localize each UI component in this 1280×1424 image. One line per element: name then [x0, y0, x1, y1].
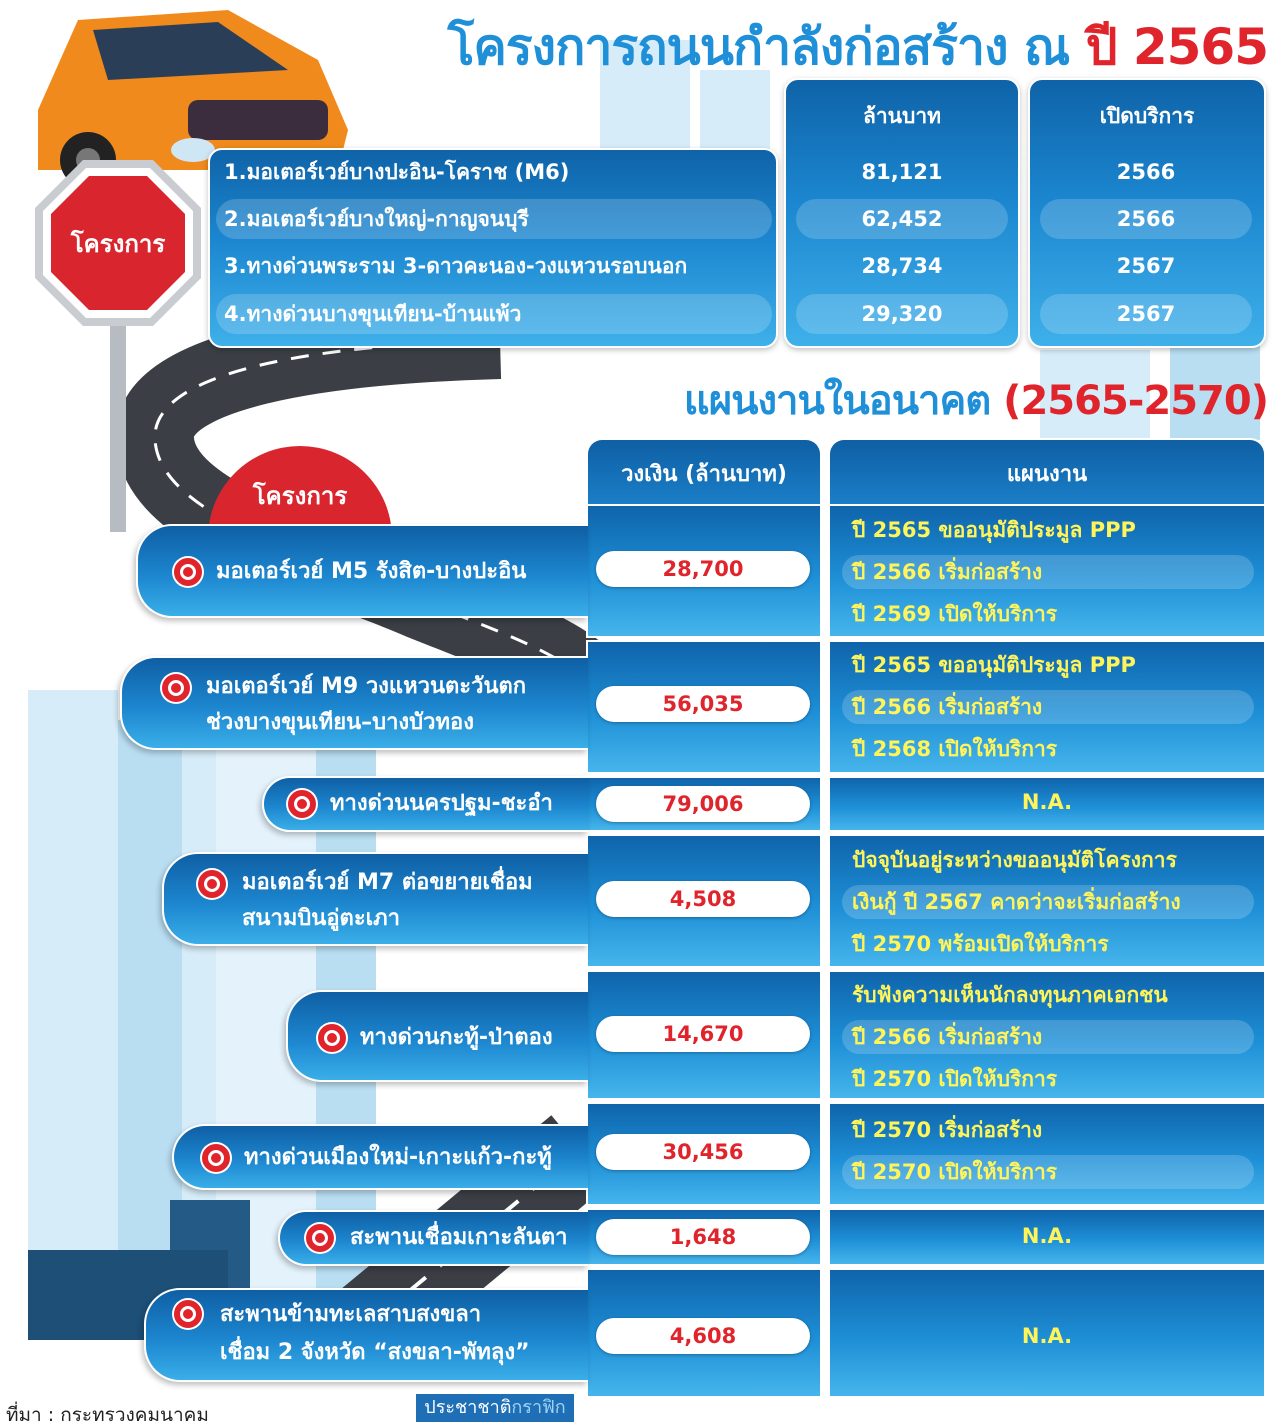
project-name: สะพานเชื่อมเกาะลันตา: [350, 1225, 568, 1250]
current-row-open: 2566: [1116, 160, 1176, 184]
current-row-budget: 62,452: [796, 199, 1008, 239]
project-name-line2: เชื่อม 2 จังหวัด “สงขลา-พัทลุง”: [220, 1340, 530, 1365]
project-name-line2: สนามบินอู่ตะเภา: [242, 906, 401, 931]
page-title: [318, 8, 1268, 87]
plan-item: ปี 2568 เปิดให้บริการ: [852, 737, 1058, 761]
plan-item: ปี 2565 ขออนุมัติประมูล PPP: [852, 653, 1136, 677]
current-row-name: 2.มอเตอร์เวย์บางใหญ่-กาญจนบุรี: [216, 199, 772, 239]
project-budget: 4,608: [596, 1318, 810, 1354]
project-name: สะพานข้ามทะเลสาบสงขลา: [220, 1302, 482, 1327]
plan-item: ปัจจุบันอยู่ระหว่างขออนุมัติโครงการ: [852, 848, 1177, 872]
project-name: ทางด่วนกะทู้-ป่าตอง: [360, 1025, 553, 1050]
plan-na: N.A.: [1021, 1324, 1073, 1348]
bullet-icon: [306, 1224, 334, 1252]
project-name: มอเตอร์เวย์ M7 ต่อขยายเชื่อม: [242, 870, 533, 895]
future-title-text: แผนงานในอนาคต: [683, 378, 1004, 424]
current-row-open: 2567: [1116, 254, 1176, 278]
plan-item: ปี 2569 เปิดให้บริการ: [852, 602, 1058, 626]
plan-column-header: แผนงาน: [828, 438, 1266, 506]
project-name: มอเตอร์เวย์ M9 วงแหวนตะวันตก: [206, 674, 527, 699]
plan-item: รับฟังความเห็นนักลงทุนภาคเอกชน: [852, 983, 1168, 1007]
future-project-muangmai-kokaew-kathu: [172, 1124, 588, 1190]
current-row-budget: 28,734: [861, 254, 943, 278]
current-row-name: 1.มอเตอร์เวย์บางปะอิน-โคราช (M6): [224, 160, 570, 184]
project-name: มอเตอร์เวย์ M5 รังสิต-บางปะอิน: [216, 559, 527, 584]
future-title: [596, 368, 1268, 432]
current-row-name: 4.ทางด่วนบางขุนเทียน-บ้านแพ้ว: [216, 294, 772, 334]
current-open-header: เปิดบริการ: [1099, 104, 1195, 128]
project-name: ทางด่วนนครปฐม-ชะอำ: [330, 791, 553, 816]
project-budget: 79,006: [596, 786, 810, 822]
project-column-header: โครงการ: [208, 446, 392, 538]
plan-item: ปี 2565 ขออนุมัติประมูล PPP: [852, 518, 1136, 542]
credit-badge: [416, 1394, 574, 1422]
credit-b: กราฟิก: [511, 1397, 566, 1418]
future-project-m9: [120, 656, 588, 750]
bullet-icon: [198, 870, 226, 898]
current-budget-header: ล้านบาท: [863, 104, 941, 128]
plan-item: ปี 2566 เริ่มก่อสร้าง: [842, 1020, 1254, 1054]
current-row-budget: 29,320: [796, 294, 1008, 334]
current-row-name: 3.ทางด่วนพระราม 3-ดาวคะนอง-วงแหวนรอบนอก: [224, 254, 688, 278]
credit-a: ประชาชาติ: [424, 1397, 512, 1418]
bullet-icon: [162, 674, 190, 702]
current-row-open: 2567: [1040, 294, 1252, 334]
current-row-budget: 81,121: [861, 160, 943, 184]
plan-na: N.A.: [1021, 1224, 1073, 1248]
source-note: ที่มา : กระทรวงคมนาคม: [6, 1404, 209, 1424]
bullet-icon: [318, 1024, 346, 1052]
future-project-m5: [136, 524, 588, 618]
project-budget: 28,700: [596, 551, 810, 587]
bullet-icon: [202, 1144, 230, 1172]
sign-pole: [110, 326, 126, 532]
project-budget: 14,670: [596, 1016, 810, 1052]
budget-column-header: วงเงิน (ล้านบาท): [586, 438, 822, 506]
future-project-songkhla-lake-bridge: [144, 1288, 588, 1382]
project-budget: 4,508: [596, 881, 810, 917]
stop-sign-label: โครงการ: [70, 229, 166, 258]
future-project-nakhonpathom-chaam: [262, 776, 588, 832]
plan-na: N.A.: [1021, 790, 1073, 814]
current-row-open: 2566: [1040, 199, 1252, 239]
plan-item: เงินกู้ ปี 2567 คาดว่าจะเริ่มก่อสร้าง: [842, 885, 1254, 919]
plan-item: ปี 2570 เปิดให้บริการ: [842, 1155, 1254, 1189]
project-budget: 1,648: [596, 1219, 810, 1255]
future-project-kathu-patong: [286, 990, 588, 1082]
plan-item: ปี 2566 เริ่มก่อสร้าง: [842, 555, 1254, 589]
page-title-year: ปี 2565: [1085, 18, 1268, 76]
future-project-m7: [162, 852, 588, 946]
bullet-icon: [288, 790, 316, 818]
bullet-icon: [174, 1300, 202, 1328]
plan-item: ปี 2570 พร้อมเปิดให้บริการ: [852, 932, 1109, 956]
bullet-icon: [174, 558, 202, 586]
project-name-line2: ช่วงบางขุนเทียน–บางบัวทอง: [206, 710, 474, 735]
project-name: ทางด่วนเมืองใหม่-เกาะแก้ว-กะทู้: [244, 1145, 552, 1170]
project-budget: 56,035: [596, 686, 810, 722]
page-title-text: โครงการถนนกำลังก่อสร้าง ณ: [447, 18, 1086, 76]
future-project-lanta-bridge: [278, 1210, 588, 1266]
plan-item: ปี 2570 เปิดให้บริการ: [852, 1067, 1058, 1091]
plan-item: ปี 2566 เริ่มก่อสร้าง: [842, 690, 1254, 724]
future-title-range: (2565-2570): [1003, 378, 1268, 424]
project-budget: 30,456: [596, 1134, 810, 1170]
plan-item: ปี 2570 เริ่มก่อสร้าง: [852, 1118, 1043, 1142]
